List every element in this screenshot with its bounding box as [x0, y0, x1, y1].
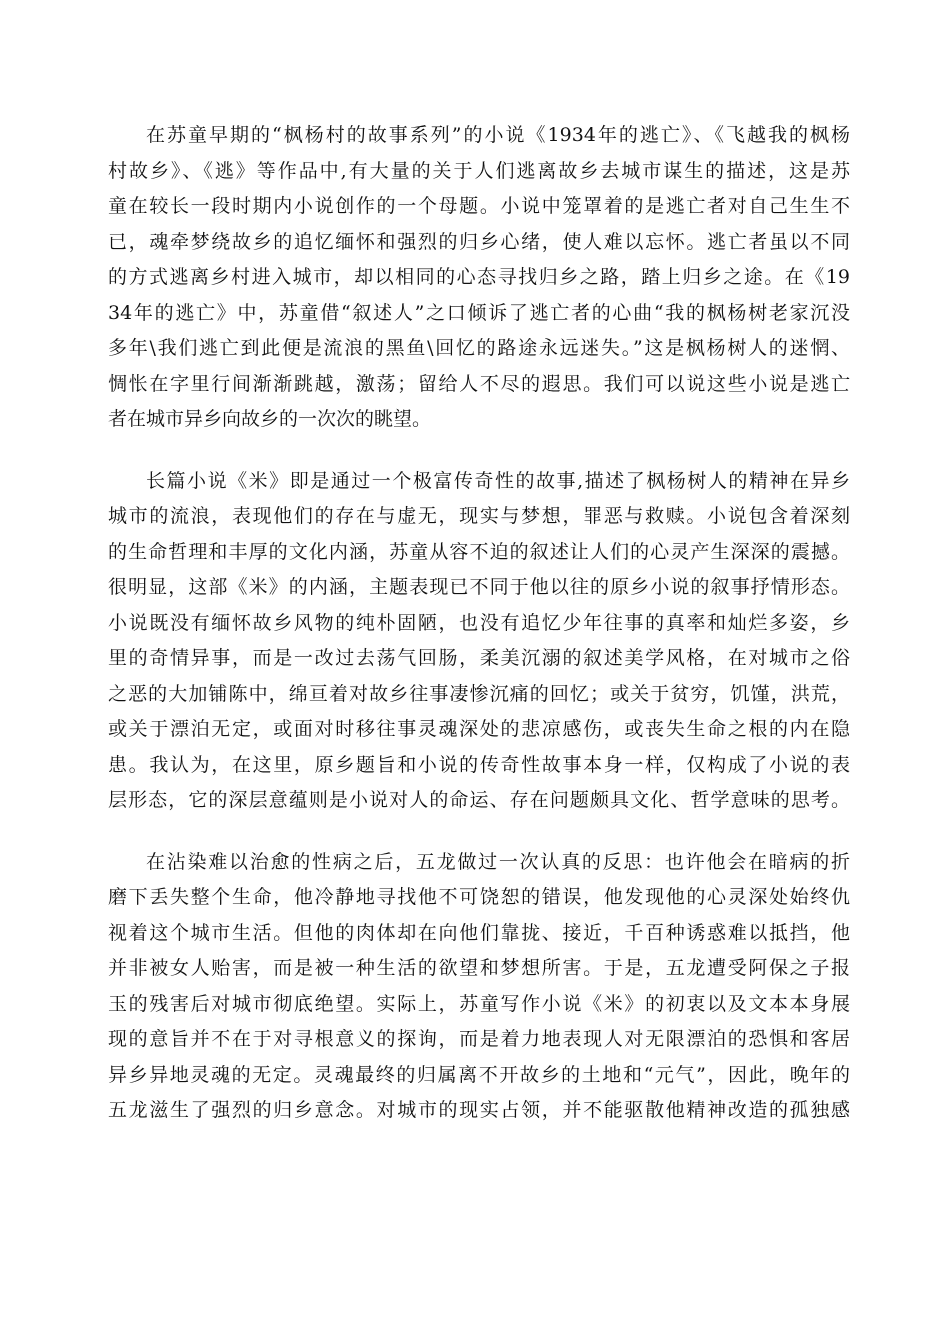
- paragraph-line: 多年\我们逃亡到此便是流浪的黑鱼\回忆的路途永远迷失。”这是枫杨树人的迷惘、: [108, 337, 850, 359]
- paragraph-3: [108, 845, 850, 1129]
- paragraph-line: 玉的残害后对城市彻底绝望。实际上，苏童写作小说《米》的初衷以及文本本身展: [108, 992, 850, 1015]
- paragraph-line: 已，魂牵梦绕故乡的追忆缅怀和强烈的归乡心绪，使人难以忘怀。逃亡者虽以不同: [108, 230, 850, 253]
- paragraph-line: 或关于漂泊无定，或面对时移往事灵魂深处的悲凉感伤，或丧失生命之根的内在隐: [108, 718, 850, 740]
- paragraph-line: 里的奇情异事，而是一改过去荡气回肠，柔美沉溺的叙述美学风格，在对城市之俗: [108, 647, 850, 669]
- paragraph-line: 的方式逃离乡村进入城市，却以相同的心态寻找归乡之路，踏上归乡之途。在《19: [108, 266, 850, 288]
- paragraph-line: 磨下丢失整个生命，他冷静地寻找他不可饶恕的错误，他发现他的心灵深处始终仇: [108, 886, 850, 908]
- paragraph-line: 城市的流浪，表现他们的存在与虚无，现实与梦想，罪恶与救赎。小说包含着深刻: [108, 505, 850, 527]
- paragraph-line: 小说既没有缅怀故乡风物的纯朴固陋，也没有追忆少年往事的真率和灿烂多姿，乡: [108, 611, 850, 634]
- paragraph-line: 患。我认为，在这里，原乡题旨和小说的传奇性故事本身一样，仅构成了小说的表: [108, 753, 850, 776]
- paragraph-line: 者在城市异乡向故乡的一次次的眺望。: [108, 408, 432, 430]
- paragraph-line: 之恶的大加铺陈中，绵亘着对故乡往事凄惨沉痛的回忆；或关于贫穷，饥馑，洪荒，: [108, 682, 850, 705]
- paragraph-line: 层形态，它的深层意蕴则是小说对人的命运、存在问题颇具文化、哲学意味的思考。: [108, 789, 850, 811]
- paragraph-line: 异乡异地灵魂的无定。灵魂最终的归属离不开故乡的土地和“元气”，因此，晚年的: [108, 1063, 850, 1086]
- paragraph-1: [108, 118, 850, 438]
- paragraph-line: 现的意旨并不在于对寻根意义的探询，而是着力地表现人对无限漂泊的恐惧和客居: [108, 1028, 850, 1050]
- document-page: [108, 118, 850, 1155]
- paragraph-line: 童在较长一段时期内小说创作的一个母题。小说中笼罩着的是逃亡者对自己生生不: [108, 195, 850, 217]
- paragraph-line: 在苏童早期的“枫杨村的故事系列”的小说《1934年的逃亡》、《飞越我的枫杨: [146, 124, 850, 146]
- paragraph-line: 并非被女人贻害，而是被一种生活的欲望和梦想所害。于是，五龙遭受阿保之子报: [108, 957, 850, 979]
- paragraph-line: 的生命哲理和丰厚的文化内涵，苏童从容不迫的叙述让人们的心灵产生深深的震撼。: [108, 540, 850, 563]
- paragraph-line: 很明显，这部《米》的内涵，主题表现已不同于他以往的原乡小说的叙事抒情形态。: [108, 576, 850, 598]
- paragraph-line: 视着这个城市生活。但他的肉体却在向他们靠拢、接近，千百种诱惑难以抵挡，他: [108, 921, 850, 944]
- paragraph-line: 34年的逃亡》中，苏童借“叙述人”之口倾诉了逃亡者的心曲“我的枫杨树老家沉没: [108, 301, 850, 324]
- paragraph-line: 在沾染难以治愈的性病之后，五龙做过一次认真的反思：也许他会在暗病的折: [146, 850, 850, 873]
- paragraph-line: 惆怅在字里行间渐渐跳越，激荡；留给人不尽的遐思。我们可以说这些小说是逃亡: [108, 372, 850, 395]
- paragraph-2: [108, 464, 850, 819]
- paragraph-line: 村故乡》、《逃》等作品中,有大量的关于人们逃离故乡去城市谋生的描述，这是苏: [108, 159, 850, 182]
- paragraph-line: 长篇小说《米》即是通过一个极富传奇性的故事,描述了枫杨树人的精神在异乡: [146, 469, 850, 492]
- paragraph-line: 五龙滋生了强烈的归乡意念。对城市的现实占领，并不能驱散他精神改造的孤独感: [108, 1099, 850, 1121]
